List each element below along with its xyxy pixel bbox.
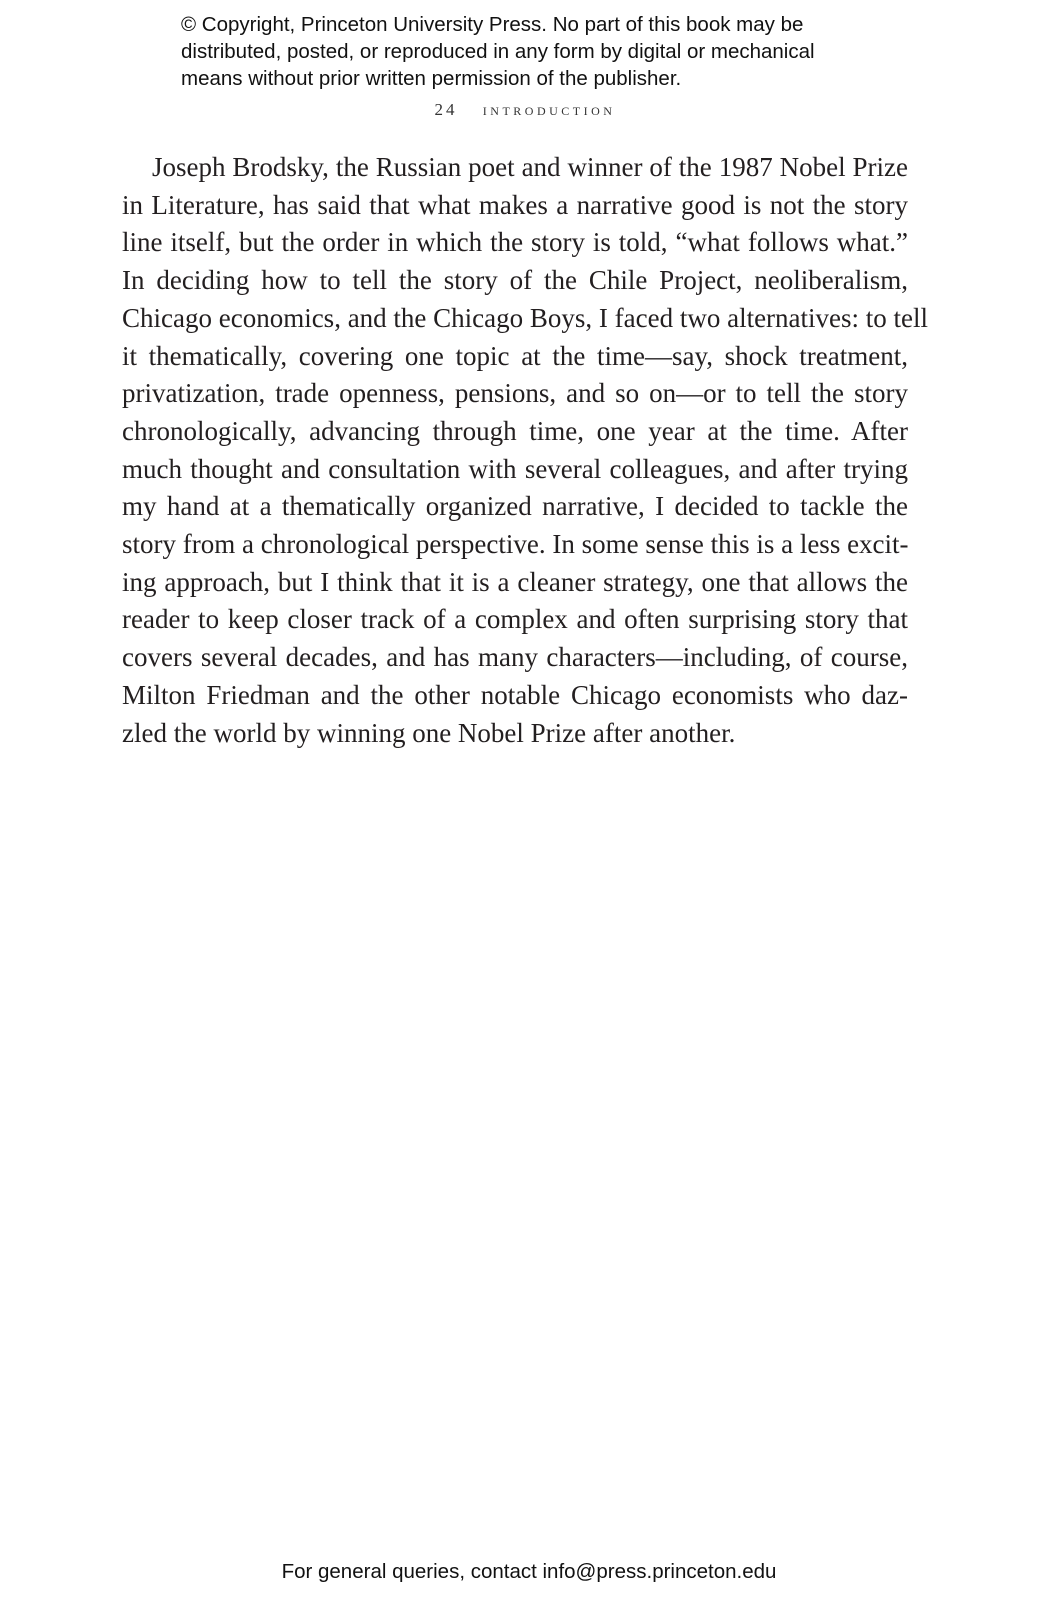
paragraph-line: In deciding how to tell the story of the Chile Project, neoliberalism,	[122, 265, 908, 296]
paragraph-line: story from a chronological perspective. In some sense this is a less excit-	[122, 529, 909, 560]
paragraph-line: line itself, but the order in which the story is told, “what follows what.”	[122, 227, 908, 258]
paragraph-line: reader to keep closer track of a complex and often surprising story that	[122, 604, 908, 635]
paragraph-line: ing approach, but I think that it is a cleaner strategy, one that allows the	[122, 566, 908, 597]
paragraph-line: Chicago economics, and the Chicago Boys, I faced two alternatives: to tell	[122, 302, 929, 333]
paragraph-line: much thought and consultation with several colleagues, and after trying	[122, 453, 908, 484]
page-number: 24	[434, 100, 458, 119]
paragraph-line: Joseph Brodsky, the Russian poet and winner of the 1987 Nobel Prize	[152, 152, 908, 182]
paragraph-line: Milton Friedman and the other notable Chicago economists who daz-	[122, 679, 908, 710]
section-title: introduction	[482, 100, 616, 119]
body-paragraph	[122, 149, 929, 752]
paragraph-line: in Literature, has said that what makes a narrative good is not the story	[122, 189, 908, 220]
paragraph-line: my hand at a thematically organized narrative, I decided to tackle the	[122, 491, 908, 522]
paragraph-line: covers several decades, and has many characters—including, of course,	[122, 642, 908, 673]
footer-contact: For general queries, contact info@press.princeton.edu	[281, 1560, 777, 1583]
copyright-notice	[181, 11, 901, 92]
copyright-line: distributed, posted, or reproduced in any form by digital or mechanical	[181, 40, 815, 63]
copyright-line: means without prior written permission of the publisher.	[181, 67, 682, 90]
paragraph-line: zled the world by winning one Nobel Prize after another.	[122, 717, 736, 748]
paragraph-line: chronologically, advancing through time, one year at the time. After	[122, 415, 908, 446]
paragraph-line: privatization, trade openness, pensions, and so on—or to tell the story	[122, 378, 908, 409]
copyright-line: © Copyright, Princeton University Press. No part of this book may be	[181, 13, 804, 36]
running-head	[0, 100, 1050, 120]
paragraph-line: it thematically, covering one topic at the time—say, shock treatment,	[122, 340, 908, 371]
